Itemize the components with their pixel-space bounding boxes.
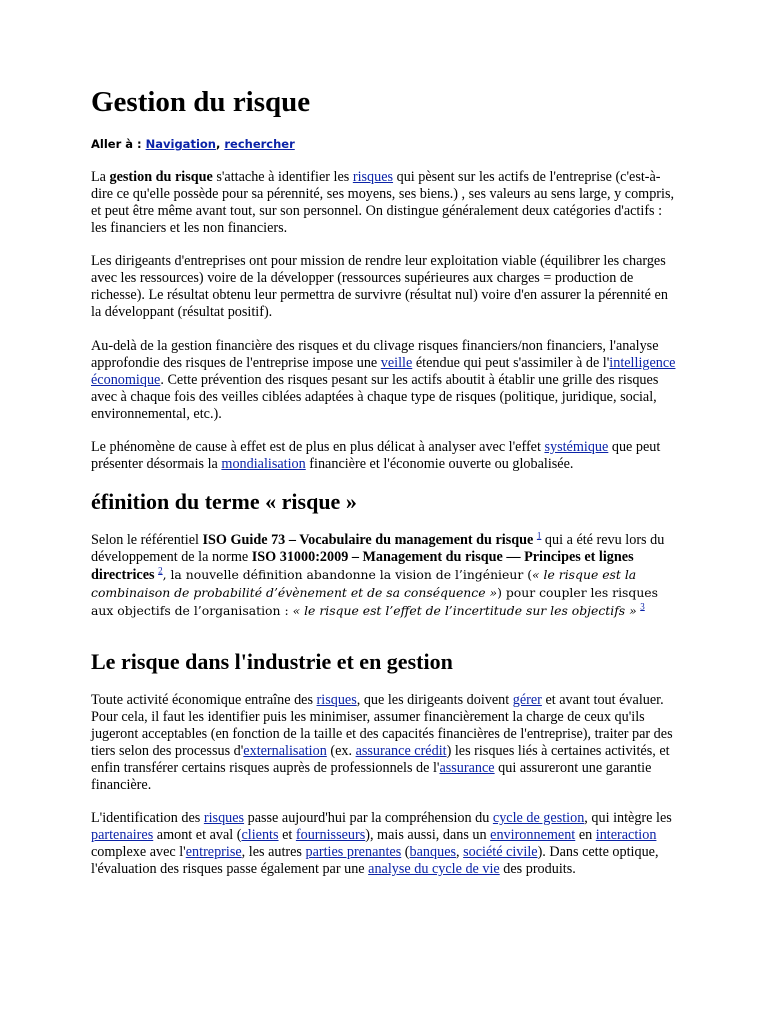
text-run: amont et aval ( (153, 827, 242, 843)
link-assurance-credit[interactable]: assurance crédit (355, 743, 447, 759)
text-run: et (278, 827, 296, 843)
text-run: qui a été revu lors du développement de la norme (91, 532, 665, 565)
text-run: Selon le référentiel (91, 532, 203, 548)
text-run: financière et l'économie ouverte ou globalisée. (305, 456, 574, 472)
link-gerer[interactable]: gérer (512, 692, 542, 708)
intro-paragraph (91, 169, 681, 237)
link-intelligence-economique[interactable]: intelligence économique (91, 355, 676, 388)
veille-paragraph (91, 338, 681, 423)
link-interaction[interactable]: interaction (595, 827, 657, 843)
text-run: qui assureront une garantie financière. (91, 760, 652, 793)
footnote-ref-1[interactable]: 1 (536, 530, 542, 541)
link-banques[interactable]: banques (409, 844, 457, 860)
text-run: , les autres (241, 844, 306, 860)
link-analyse-cycle-de-vie[interactable]: analyse du cycle de vie (368, 861, 500, 877)
industrie-paragraph (91, 692, 681, 794)
text-run: que peut présenter désormais la (91, 439, 661, 472)
text-run: (ex. (326, 743, 356, 759)
link-mondialisation[interactable]: mondialisation (221, 456, 306, 472)
link-risques[interactable]: risques (352, 169, 394, 185)
jump-separator: , (215, 137, 225, 151)
bold-term: ISO 31000:2009 – Management du risque — Principes et lignes directrices (91, 549, 634, 583)
search-link[interactable]: rechercher (224, 137, 295, 151)
text-run: qui pèsent sur les actifs de l'entreprise (c'est-à-dire ce qu'elle possède pour sa pérennité, ses moyens, ses biens.) , ses valeurs au sens large, y compris, et peut être même avant tout, sur son personnel. On distingue généralement deux catégories d'actifs : les financiers et les non financiers. (91, 169, 675, 236)
text-run: complexe avec l' (91, 844, 186, 860)
link-cycle-de-gestion[interactable]: cycle de gestion (492, 810, 585, 826)
text-run: ). Dans cette optique, l'évaluation des risques passe également par une (91, 844, 659, 877)
identification-paragraph (91, 810, 681, 878)
link-entreprise[interactable]: entreprise (185, 844, 242, 860)
bold-term: ISO Guide 73 – Vocabulaire du management du risque (202, 532, 534, 548)
text-run: Toute activité économique entraîne des (91, 692, 317, 708)
link-parties-prenantes[interactable]: parties prenantes (305, 844, 402, 860)
systemique-paragraph (91, 439, 681, 473)
jump-to-line (91, 136, 295, 152)
quote-text: , la nouvelle définition abandonne la vision de l’ingénieur ( (162, 567, 533, 582)
link-fournisseurs[interactable]: fournisseurs (295, 827, 366, 843)
quote-italic: « le risque est l’effet de l’incertitude sur les objectifs » (292, 603, 637, 618)
link-societe-civile[interactable]: société civile (463, 844, 538, 860)
link-assurance[interactable]: assurance (439, 760, 495, 776)
text-run: ) les risques liés à certaines activités, et enfin transférer certains risques auprès de professionnels de l' (91, 743, 670, 776)
quote-italic: « le risque est la combinaison de probabilité d’évènement et de sa conséquence » (91, 567, 637, 600)
text-run: L'identification des (91, 810, 204, 826)
page-title: Gestion du risque (91, 86, 311, 118)
text-run: . Cette prévention des risques pesant sur les actifs aboutit à établir une grille des risques avec à chaque fois des veilles ciblées adaptées à chaque type de risques (politique, juridique, social, environnemental, etc.). (91, 372, 659, 422)
quote-text: ) pour coupler les risques aux objectifs de l’organisation : (91, 585, 658, 618)
text-run: et avant tout évaluer. Pour cela, il faut les identifier puis les minimiser, assumer financièrement la charge de ceux qu'ils jugeront acceptables (en fonction de la taille et des capacités financières de l'entreprise), traiter par des tiers selon des processus d' (91, 692, 673, 759)
text-run: , qui intègre les (584, 810, 672, 826)
link-clients[interactable]: clients (241, 827, 279, 843)
text-run: des produits. (499, 861, 576, 877)
text-run: , (456, 844, 464, 860)
dirigeants-paragraph: Les dirigeants d'entreprises ont pour mission de rendre leur exploitation viable (équilibrer les charges avec les ressources) voire de la développer (ressources supérieures aux charges = production de richesse). Le résultat obtenu leur permettra de survivre (résultat nul) voire d'en assurer la pérennité en la développant (résultat positif). (91, 253, 668, 320)
text-run: ), mais aussi, dans un (365, 827, 491, 843)
text-run: s'attache à identifier les (212, 169, 353, 185)
text-run: ( (401, 844, 410, 860)
link-externalisation[interactable]: externalisation (243, 743, 327, 759)
section-heading-industrie: Le risque dans l'industrie et en gestion (91, 649, 453, 674)
text-run: passe aujourd'hui par la compréhension du (244, 810, 493, 826)
text-run: , que les dirigeants doivent (356, 692, 513, 708)
footnote-ref-3[interactable]: 3 (640, 601, 645, 612)
definition-paragraph (91, 532, 681, 620)
link-systemique[interactable]: systémique (544, 439, 609, 455)
bold-term: gestion du risque (109, 169, 213, 185)
text-run: étendue qui peut s'assimiler à de l' (412, 355, 610, 371)
text-run: en (575, 827, 596, 843)
section-heading-definition: éfinition du terme « risque » (91, 489, 357, 514)
text-run: La (91, 169, 110, 185)
link-risques[interactable]: risques (316, 692, 357, 708)
footnote-ref-2[interactable]: 2 (158, 565, 163, 576)
link-environnement[interactable]: environnement (490, 827, 576, 843)
text-run: Au-delà de la gestion financière des risques et du clivage risques financiers/non financiers, l'analyse approfondie des risques de l'entreprise impose une (91, 338, 659, 371)
text-run: Le phénomène de cause à effet est de plus en plus délicat à analyser avec l'effet (91, 439, 545, 455)
link-partenaires[interactable]: partenaires (91, 827, 154, 843)
link-veille[interactable]: veille (380, 355, 413, 371)
link-risques[interactable]: risques (203, 810, 245, 826)
navigation-link[interactable]: Navigation (145, 137, 216, 151)
jump-prefix: Aller à : (91, 137, 146, 151)
